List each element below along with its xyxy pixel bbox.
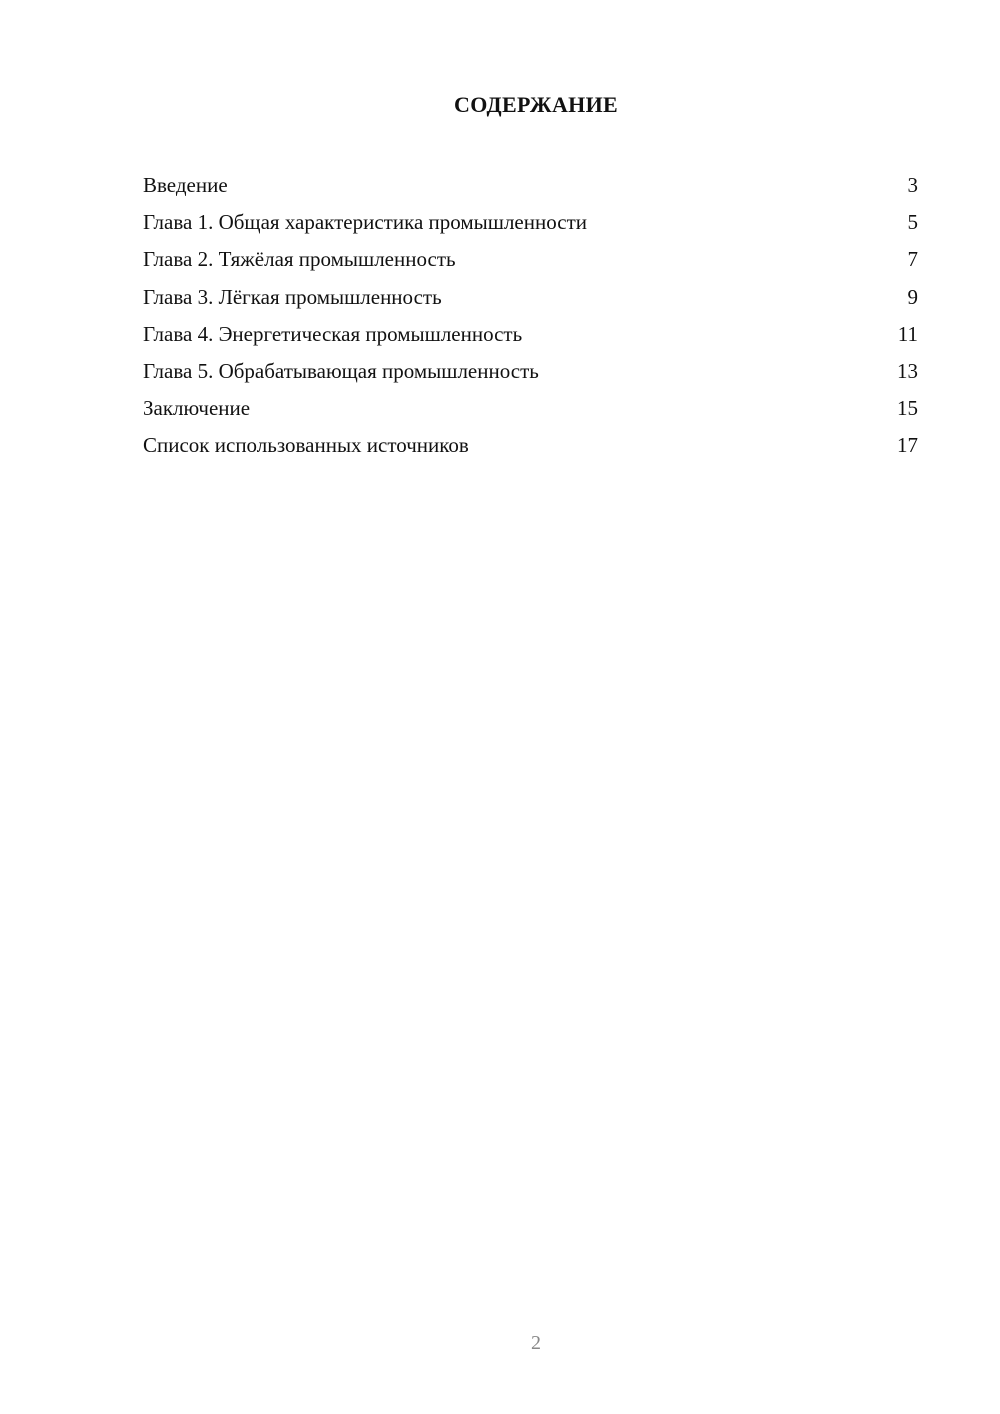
toc-title: СОДЕРЖАНИЕ: [454, 92, 618, 117]
toc-entry-page: 17: [897, 433, 918, 458]
toc-entry-conclusion[interactable]: [143, 391, 918, 428]
toc-entry-chapter-4[interactable]: [143, 317, 918, 354]
toc-entry-page: 7: [907, 247, 918, 272]
toc-entry-label: Глава 3. Лёгкая промышленность: [143, 284, 442, 309]
toc-entry-page: 5: [907, 210, 918, 235]
toc-entry-references[interactable]: [143, 428, 918, 465]
page-number: 2: [531, 1332, 541, 1354]
toc-entry-label: Глава 5. Обрабатывающая промышленность: [143, 358, 539, 383]
toc-entry-chapter-2[interactable]: [143, 242, 918, 279]
toc-entry-page: 3: [907, 173, 918, 197]
table-of-contents: [143, 168, 918, 466]
toc-entry-label: Заключение: [143, 396, 251, 421]
toc-entry-chapter-1[interactable]: [143, 205, 918, 242]
toc-entry-label: Глава 1. Общая характеристика промышленности: [143, 210, 587, 235]
toc-entry-label: Список использованных источников: [143, 433, 469, 458]
toc-entry-page: 13: [897, 358, 918, 383]
toc-entry-page: 15: [897, 396, 918, 421]
toc-entry-chapter-5[interactable]: [143, 354, 918, 391]
toc-entry-page: 11: [897, 321, 918, 346]
toc-entry-label: Глава 4. Энергетическая промышленность: [143, 321, 523, 346]
toc-entry-page: 9: [907, 284, 918, 309]
toc-entry-label: Введение: [143, 173, 228, 197]
toc-entry-label: Глава 2. Тяжёлая промышленность: [143, 247, 456, 272]
toc-entry-chapter-3[interactable]: [143, 280, 918, 317]
toc-entry-introduction[interactable]: [143, 168, 918, 205]
